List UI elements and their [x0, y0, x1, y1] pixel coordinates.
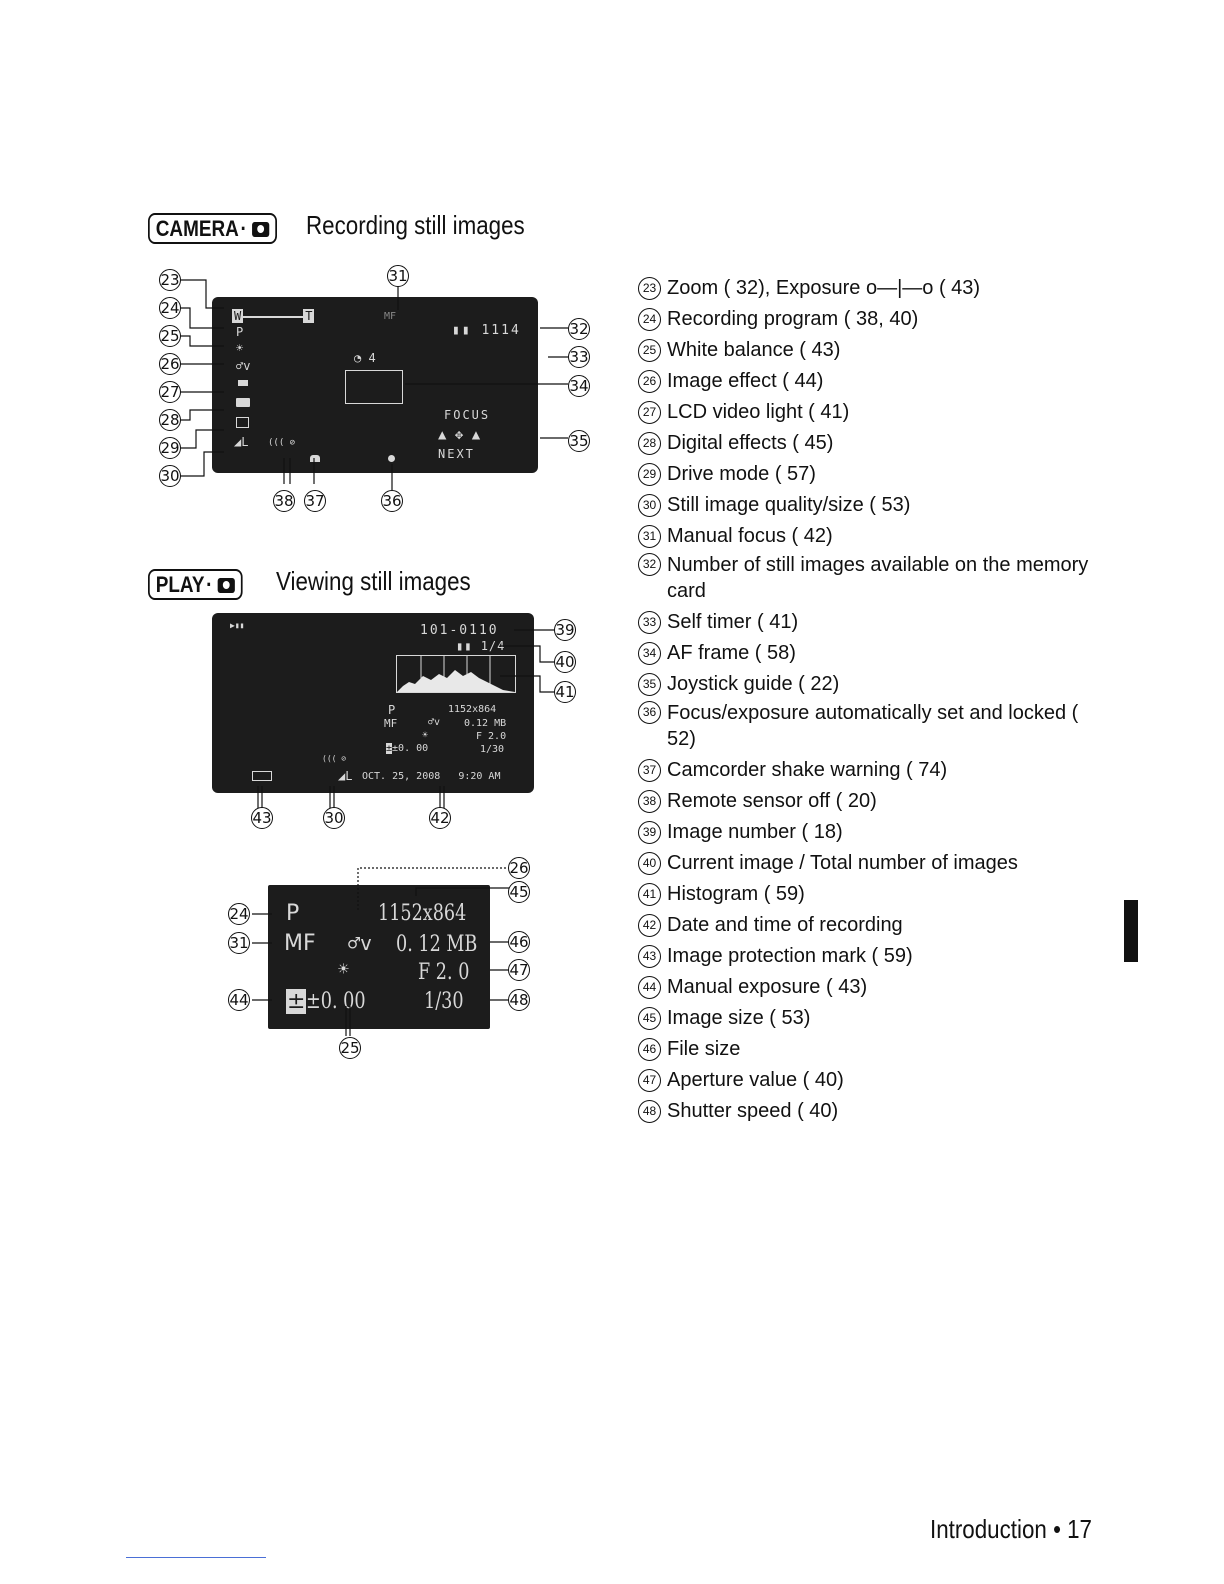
aperture-value: F 2. 0 — [418, 960, 470, 985]
bottom-rule — [126, 1557, 266, 1558]
legend-item — [638, 669, 1108, 700]
white-balance-icon: ☀ — [422, 730, 429, 741]
legend-number: 47 — [638, 1069, 661, 1092]
image-number: 101-0110 — [420, 623, 499, 638]
mf-indicator: MF — [384, 311, 397, 322]
legend-text: Aperture value ( 40) — [667, 1069, 844, 1091]
image-count: ▮▮ 1/4 — [456, 639, 506, 653]
playback-screen-leaders — [200, 620, 580, 820]
quality-value: L — [345, 769, 353, 783]
legend-item — [638, 552, 1108, 604]
manual-exposure-icon: ±±0. 00 — [287, 989, 366, 1014]
exposure-value: ±0. 00 — [392, 743, 429, 754]
legend-number: 46 — [638, 1038, 661, 1061]
callout-45: 45 — [509, 883, 529, 901]
legend-number: 28 — [638, 432, 661, 455]
callout-25-b: 25 — [340, 1039, 360, 1057]
legend-number: 41 — [638, 883, 661, 906]
legend-number: 23 — [638, 277, 661, 300]
image-size: 1152x864 — [378, 901, 467, 926]
zoom-t-label: T — [305, 309, 313, 323]
image-count-value: 1/4 — [480, 639, 506, 653]
image-size: 1152x864 — [448, 704, 497, 715]
callout-23: 23 — [160, 271, 180, 289]
legend-item — [638, 607, 1108, 638]
file-size: 0. 12 MB — [396, 932, 478, 957]
legend-text: Joystick guide ( 22) — [667, 673, 840, 695]
callout-27: 27 — [160, 383, 180, 401]
legend-item — [638, 910, 1108, 941]
legend-text: Image protection mark ( 59) — [667, 945, 913, 967]
callout-44: 44 — [229, 991, 249, 1009]
image-effect-icon: ♂v — [236, 359, 251, 373]
still-quality-indicator: ◢L — [234, 435, 249, 449]
recording-section-title: Recording still images — [306, 210, 525, 240]
legend-number: 39 — [638, 821, 661, 844]
legend-number: 24 — [638, 308, 661, 331]
legend-text: Image effect ( 44) — [667, 370, 824, 392]
zoom-w-label: W — [234, 309, 242, 323]
self-timer-value: 4 — [368, 351, 376, 365]
legend-number: 48 — [638, 1100, 661, 1123]
callout-37: 37 — [305, 492, 325, 510]
recording-screen-leaders — [150, 262, 610, 522]
legend-number: 26 — [638, 370, 661, 393]
legend-text: Recording program ( 38, 40) — [667, 308, 919, 330]
legend-item — [638, 817, 1108, 848]
legend-item — [638, 1065, 1108, 1096]
legend-text: Self timer ( 41) — [667, 611, 799, 633]
image-effect-icon: ♂v — [348, 931, 373, 955]
callout-38: 38 — [274, 492, 294, 510]
legend-text: Shutter speed ( 40) — [667, 1100, 839, 1122]
remote-sensor-off-icon: ((( ⊘ — [268, 438, 296, 448]
legend-item — [638, 1034, 1108, 1065]
legend-item — [638, 335, 1108, 366]
image-effect-icon: ♂v — [428, 717, 441, 728]
page-footer: Introduction • 17 — [930, 1514, 1092, 1544]
page-number: 17 — [1067, 1514, 1092, 1544]
legend-item — [638, 428, 1108, 459]
legend-item — [638, 786, 1108, 817]
legend-text: LCD video light ( 41) — [667, 401, 850, 423]
legend-item — [638, 273, 1108, 304]
camera-icon — [218, 578, 235, 593]
legend-text: Image size ( 53) — [667, 1007, 811, 1029]
shots-count: 1114 — [481, 323, 521, 338]
callout-39: 39 — [555, 621, 575, 639]
callout-42: 42 — [430, 809, 450, 827]
white-balance-icon: ☀ — [236, 341, 244, 355]
legend-item — [638, 1096, 1108, 1127]
callout-30-b: 30 — [324, 809, 344, 827]
play-mode-badge: PLAY· — [148, 569, 243, 600]
shutter-speed: 1/30 — [480, 744, 505, 755]
camera-mode-badge: CAMERA· — [148, 213, 277, 244]
legend-item — [638, 490, 1108, 521]
legend-number: 27 — [638, 401, 661, 424]
callout-30: 30 — [160, 467, 180, 485]
callout-24: 24 — [160, 299, 180, 317]
legend-text: Number of still images available on the memory card — [667, 554, 1089, 602]
legend-number: 32 — [638, 553, 661, 576]
legend-item — [638, 972, 1108, 1003]
detail-screen-leaders — [220, 856, 520, 1056]
callout-35: 35 — [569, 432, 589, 450]
program-indicator: P — [236, 325, 244, 339]
legend-item — [638, 304, 1108, 335]
callout-41: 41 — [555, 683, 575, 701]
legend-number: 25 — [638, 339, 661, 362]
callout-36: 36 — [382, 492, 402, 510]
callout-legend — [638, 273, 1108, 1127]
callout-43: 43 — [252, 809, 272, 827]
legend-item — [638, 879, 1108, 910]
focus-label: FOCUS — [444, 408, 491, 422]
callout-32: 32 — [569, 320, 589, 338]
shots-remaining: ▮▮ 1114 — [452, 323, 521, 338]
legend-number: 29 — [638, 463, 661, 486]
callout-28: 28 — [160, 411, 180, 429]
remote-sensor-off-icon: ((( ⊘ — [322, 754, 347, 763]
legend-text: Histogram ( 59) — [667, 883, 805, 905]
legend-text: Still image quality/size ( 53) — [667, 494, 911, 516]
mf-indicator: MF — [284, 931, 316, 956]
program-indicator: P — [286, 901, 300, 926]
callout-47: 47 — [509, 961, 529, 979]
callout-48: 48 — [509, 991, 529, 1009]
legend-text: Digital effects ( 45) — [667, 432, 834, 454]
legend-text: Drive mode ( 57) — [667, 463, 816, 485]
legend-text: AF frame ( 58) — [667, 642, 796, 664]
callout-33: 33 — [569, 348, 589, 366]
legend-number: 33 — [638, 611, 661, 634]
legend-item — [638, 521, 1108, 552]
legend-item — [638, 638, 1108, 669]
legend-item — [638, 848, 1108, 879]
callout-34: 34 — [569, 377, 589, 395]
legend-number: 38 — [638, 790, 661, 813]
camera-mode-label: CAMERA — [155, 216, 239, 241]
legend-number: 31 — [638, 525, 661, 548]
legend-item — [638, 755, 1108, 786]
legend-number: 44 — [638, 976, 661, 999]
legend-text: Current image / Total number of images — [667, 852, 1018, 874]
legend-text: Image number ( 18) — [667, 821, 843, 843]
chapter-tab-marker — [1124, 900, 1138, 962]
shutter-speed: 1/30 — [424, 989, 464, 1014]
legend-number: 42 — [638, 914, 661, 937]
card-icon: ▶▮▮ — [230, 621, 245, 630]
legend-text: File size — [667, 1038, 741, 1060]
legend-number: 34 — [638, 642, 661, 665]
white-balance-icon: ☀ — [338, 959, 349, 980]
callout-40: 40 — [555, 653, 575, 671]
mf-indicator: MF — [384, 717, 398, 730]
exposure-value: ±0. 00 — [306, 989, 366, 1014]
legend-item — [638, 941, 1108, 972]
callout-29: 29 — [160, 439, 180, 457]
legend-text: Camcorder shake warning ( 74) — [667, 759, 948, 781]
legend-text: Remote sensor off ( 20) — [667, 790, 877, 812]
legend-number: 36 — [638, 701, 661, 724]
legend-text: Zoom ( 32), Exposure o—|—o ( 43) — [667, 277, 981, 299]
legend-item — [638, 397, 1108, 428]
callout-46: 46 — [509, 933, 529, 951]
legend-item — [638, 366, 1108, 397]
joystick-guide: ▲ ✥ ▲ — [438, 427, 481, 443]
callout-24-b: 24 — [229, 905, 249, 923]
next-label: NEXT — [438, 447, 475, 461]
play-mode-label: PLAY — [155, 572, 205, 597]
legend-text: Manual focus ( 42) — [667, 525, 833, 547]
legend-item — [638, 459, 1108, 490]
legend-text: Focus/exposure automatically set and locked ( 52) — [667, 702, 1079, 750]
file-size: 0.12 MB — [464, 718, 507, 729]
callout-26-b: 26 — [509, 859, 529, 877]
legend-number: 45 — [638, 1007, 661, 1030]
legend-text: Manual exposure ( 43) — [667, 976, 868, 998]
legend-item — [638, 1003, 1108, 1034]
callout-31-b: 31 — [229, 934, 249, 952]
self-timer-indicator: ◔ 4 — [354, 351, 376, 365]
footer-section: Introduction — [930, 1514, 1047, 1544]
callout-31: 31 — [388, 267, 408, 285]
camera-icon — [252, 222, 269, 237]
legend-text: White balance ( 43) — [667, 339, 841, 361]
legend-number: 40 — [638, 852, 661, 875]
date-time: OCT. 25, 2008 9:20 AM — [362, 771, 501, 782]
callout-26: 26 — [160, 355, 180, 373]
viewing-section-title: Viewing still images — [276, 566, 471, 596]
legend-number: 43 — [638, 945, 661, 968]
legend-item — [638, 700, 1108, 752]
legend-number: 35 — [638, 673, 661, 696]
aperture-value: F 2.0 — [476, 731, 507, 742]
legend-number: 30 — [638, 494, 661, 517]
still-quality-indicator: ◢L — [338, 769, 353, 783]
legend-text: Date and time of recording — [667, 914, 903, 936]
callout-25: 25 — [160, 327, 180, 345]
program-indicator: P — [388, 703, 396, 717]
manual-exposure-icon: ±±0. 00 — [386, 743, 429, 754]
legend-number: 37 — [638, 759, 661, 782]
